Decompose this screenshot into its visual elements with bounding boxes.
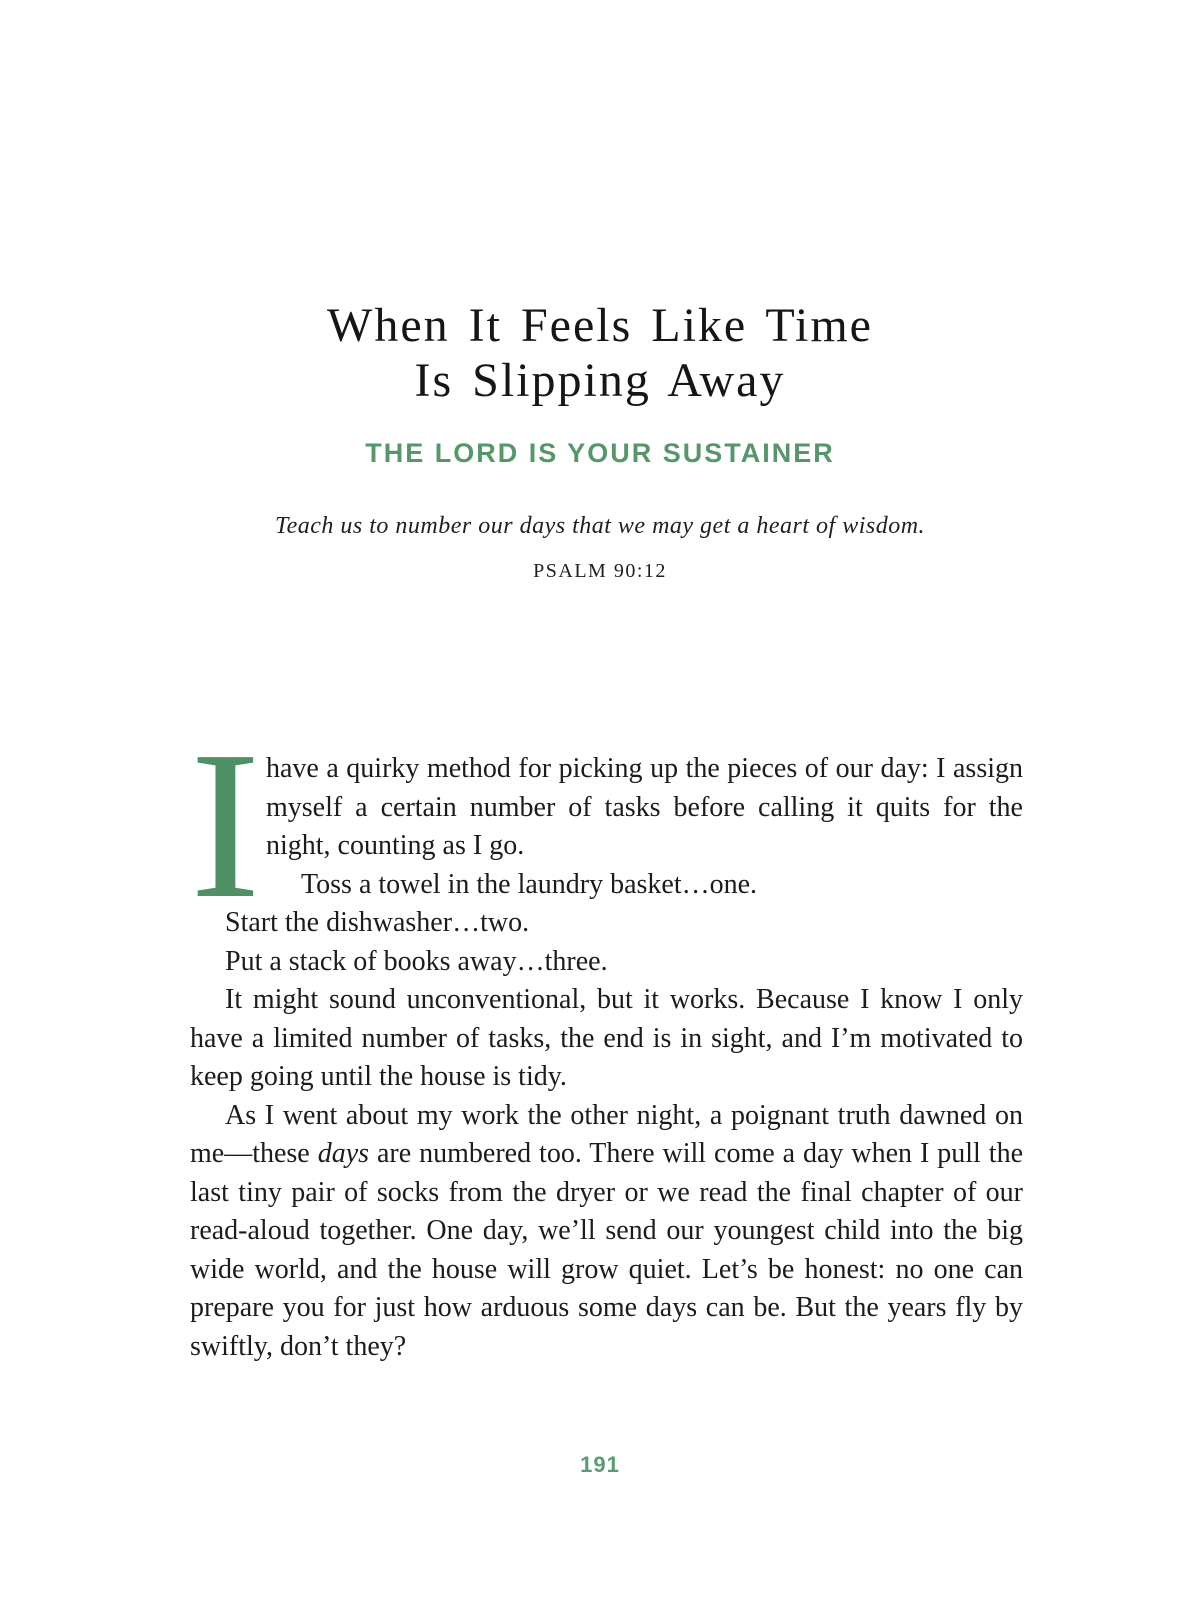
body-text-segment: Start the dishwasher…two. xyxy=(225,907,530,938)
body-paragraph xyxy=(190,866,1023,905)
chapter-subtitle: THE LORD IS YOUR SUSTAINER xyxy=(365,438,835,469)
body-paragraph xyxy=(190,904,1023,943)
body-text-segment: days xyxy=(317,1138,370,1169)
chapter-title-line2: Is Slipping Away xyxy=(414,354,786,408)
drop-cap: I xyxy=(190,707,261,942)
body-text-segment: It might sound unconventional, but it works. Because I know I only have a limited number of tasks, the end is in sight, and I’m motivated to keep going until the house is tidy. xyxy=(190,984,1023,1092)
page-number: 191 xyxy=(580,1452,620,1477)
body-text-segment: Toss a towel in the laundry basket…one. xyxy=(301,868,758,900)
body-text-segment: have a quirky method for picking up the pieces of our day: I assign myself a certain number of tasks before calling it quits for the night, counting as I go. xyxy=(266,753,1023,861)
body-paragraph xyxy=(190,943,1023,982)
body-text xyxy=(190,707,1023,1366)
body-paragraph xyxy=(190,981,1023,1097)
body-paragraph xyxy=(190,1097,1023,1367)
chapter-title xyxy=(0,0,1200,408)
body-text-segment: are numbered too. There will come a day when I pull the last tiny pair of socks from the dryer or we read the final chapter of our read-aloud together. One day, we’ll send our youngest child into the big wide world, and the house will grow quiet. Let’s be honest: no one can prepare you for just how arduous some days can be. But the years fly by swiftly, don’t they? xyxy=(190,1138,1023,1362)
body-text-segment: As I went about my work the other night, a poignant truth dawned on me—these xyxy=(190,1099,1023,1169)
body-text-segment: Put a stack of books away…three. xyxy=(225,945,608,977)
scripture-verse: Teach us to number our days that we may get a heart of wisdom. xyxy=(274,513,926,540)
chapter-title-line1: When It Feels Like Time xyxy=(327,299,873,352)
scripture-reference: PSALM 90:12 xyxy=(533,560,667,583)
